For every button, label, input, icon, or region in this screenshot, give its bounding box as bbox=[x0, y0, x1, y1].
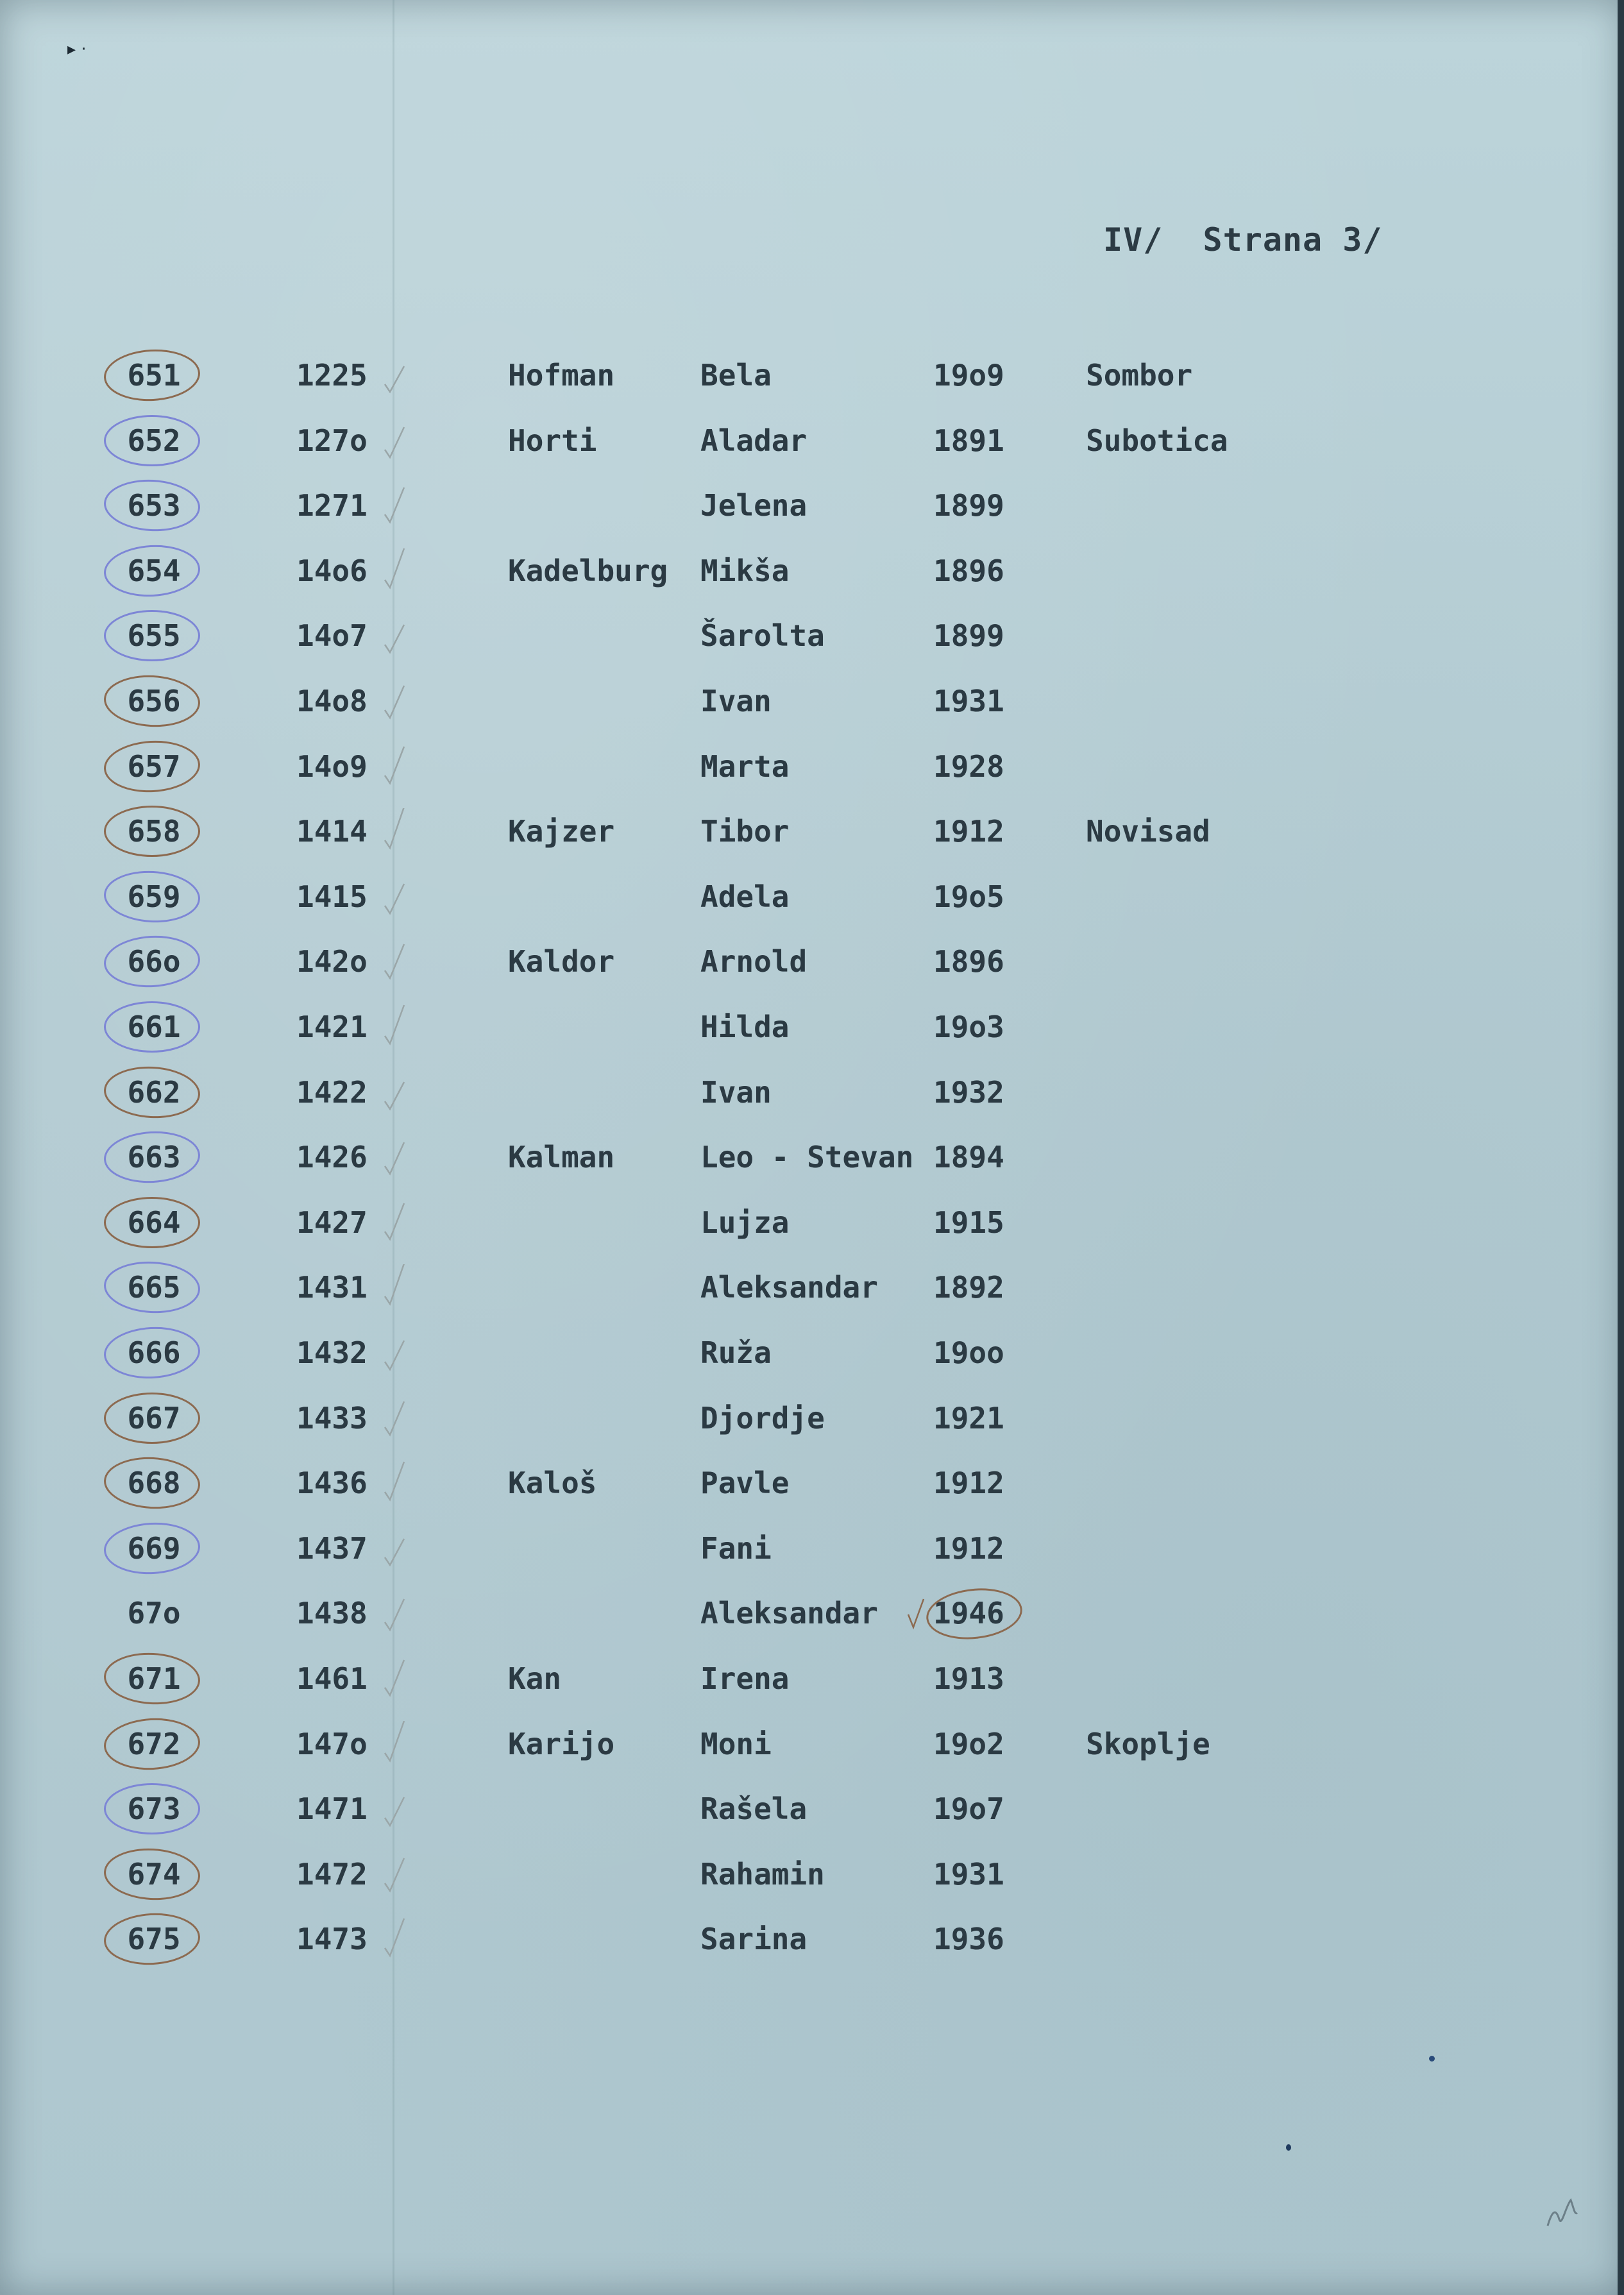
record-birth-year: 1912 bbox=[933, 1531, 1004, 1566]
record-given-name: Leo - Stevan bbox=[700, 1140, 914, 1174]
checkmark-icon bbox=[382, 808, 408, 853]
record-row bbox=[0, 1125, 1624, 1189]
record-birth-year: 1894 bbox=[933, 1140, 1004, 1174]
checkmark-icon bbox=[382, 1395, 408, 1440]
ink-speck bbox=[1286, 2144, 1291, 2151]
checkmark-icon bbox=[382, 482, 408, 527]
record-row bbox=[0, 409, 1624, 473]
record-birth-year: 19oo bbox=[933, 1335, 1004, 1370]
record-birth-year: 1896 bbox=[933, 554, 1004, 588]
record-surname bbox=[508, 604, 700, 668]
record-place bbox=[1086, 734, 1317, 799]
record-place bbox=[1086, 1842, 1317, 1906]
record-birth-year: 1932 bbox=[933, 1075, 1004, 1110]
checkmark-icon bbox=[382, 1525, 408, 1570]
checkmark-icon bbox=[382, 613, 408, 657]
record-index: 662 bbox=[127, 1075, 181, 1110]
checkmark-icon bbox=[382, 1590, 408, 1635]
record-birth-year: 1912 bbox=[933, 1466, 1004, 1500]
record-surname bbox=[508, 995, 700, 1059]
record-number: 1461 bbox=[296, 1661, 368, 1696]
checkmark-icon bbox=[382, 678, 408, 723]
corner-punch-mark: ▸ · bbox=[67, 40, 87, 59]
record-given-name: Ivan bbox=[700, 684, 772, 718]
record-given-name: Lujza bbox=[700, 1205, 790, 1240]
record-place bbox=[1086, 1255, 1317, 1319]
record-number: 14o7 bbox=[296, 618, 368, 653]
checkmark-icon bbox=[382, 1851, 408, 1896]
record-surname: Kadelburg bbox=[508, 554, 668, 588]
record-row bbox=[0, 1712, 1624, 1776]
record-index: 667 bbox=[127, 1401, 181, 1435]
record-birth-year: 1892 bbox=[933, 1270, 1004, 1305]
record-number: 1432 bbox=[296, 1335, 368, 1370]
record-row bbox=[0, 1516, 1624, 1580]
record-given-name: Moni bbox=[700, 1727, 772, 1761]
record-index: 674 bbox=[127, 1857, 181, 1892]
record-given-name: Bela bbox=[700, 358, 772, 393]
record-surname: Karijo bbox=[508, 1727, 615, 1761]
record-surname bbox=[508, 1060, 700, 1124]
record-number: 14o8 bbox=[296, 684, 368, 718]
record-index: 669 bbox=[127, 1531, 181, 1566]
record-surname bbox=[508, 734, 700, 799]
record-birth-year: 1899 bbox=[933, 488, 1004, 523]
record-index: 651 bbox=[127, 358, 181, 393]
record-index: 668 bbox=[127, 1466, 181, 1500]
checkmark-icon bbox=[382, 1721, 408, 1766]
record-place bbox=[1086, 1125, 1317, 1189]
checkmark-icon bbox=[382, 938, 408, 983]
record-surname bbox=[508, 1842, 700, 1906]
checkmark-icon bbox=[382, 874, 408, 919]
record-place bbox=[1086, 1581, 1317, 1645]
record-birth-year: 1891 bbox=[933, 423, 1004, 458]
record-number: 1415 bbox=[296, 879, 368, 914]
record-place bbox=[1086, 929, 1317, 994]
record-surname bbox=[508, 1386, 700, 1450]
record-surname: Horti bbox=[508, 423, 597, 458]
record-number: 1436 bbox=[296, 1466, 368, 1500]
record-given-name: Marta bbox=[700, 749, 790, 784]
record-row bbox=[0, 1255, 1624, 1319]
record-row bbox=[0, 604, 1624, 668]
record-index: 663 bbox=[127, 1140, 181, 1174]
record-number: 147o bbox=[296, 1727, 368, 1761]
record-surname: Kalman bbox=[508, 1140, 615, 1174]
record-given-name: Sarina bbox=[700, 1922, 808, 1956]
record-given-name: Aleksandar bbox=[700, 1596, 878, 1630]
record-number: 1433 bbox=[296, 1401, 368, 1435]
record-given-name: Djordje bbox=[700, 1401, 825, 1435]
record-place bbox=[1086, 1777, 1317, 1841]
record-row bbox=[0, 1907, 1624, 1971]
record-number: 1437 bbox=[296, 1531, 368, 1566]
record-birth-year: 1915 bbox=[933, 1205, 1004, 1240]
record-index: 658 bbox=[127, 814, 181, 849]
record-birth-year: 1921 bbox=[933, 1401, 1004, 1435]
record-place bbox=[1086, 865, 1317, 929]
record-index: 675 bbox=[127, 1922, 181, 1956]
record-number: 142o bbox=[296, 944, 368, 979]
record-number: 1438 bbox=[296, 1596, 368, 1630]
checkmark-icon bbox=[382, 1199, 408, 1244]
record-given-name: Ivan bbox=[700, 1075, 772, 1110]
record-given-name: Aladar bbox=[700, 423, 808, 458]
record-surname: Hofman bbox=[508, 358, 615, 393]
record-surname bbox=[508, 1907, 700, 1971]
record-birth-year: 1931 bbox=[933, 1857, 1004, 1892]
record-given-name: Pavle bbox=[700, 1466, 790, 1500]
checkmark-icon bbox=[382, 1916, 408, 1961]
record-place bbox=[1086, 1907, 1317, 1971]
record-index: 673 bbox=[127, 1791, 181, 1826]
record-surname bbox=[508, 473, 700, 538]
record-row bbox=[0, 1777, 1624, 1841]
record-birth-year: 19o7 bbox=[933, 1791, 1004, 1826]
record-birth-year: 1912 bbox=[933, 814, 1004, 849]
record-row bbox=[0, 1190, 1624, 1255]
record-place: Subotica bbox=[1086, 423, 1228, 458]
page-header: IV/ Strana 3/ bbox=[1103, 221, 1383, 258]
checkmark-icon bbox=[382, 1264, 408, 1309]
record-place: Novisad bbox=[1086, 814, 1210, 849]
record-place bbox=[1086, 1516, 1317, 1580]
record-place bbox=[1086, 1386, 1317, 1450]
checkmark-icon bbox=[382, 1460, 408, 1505]
record-row bbox=[0, 1386, 1624, 1450]
checkmark-icon bbox=[382, 418, 408, 462]
record-index: 666 bbox=[127, 1335, 181, 1370]
checkmark-icon bbox=[382, 548, 408, 593]
record-index: 653 bbox=[127, 488, 181, 523]
record-given-name: Mikša bbox=[700, 554, 790, 588]
record-row bbox=[0, 1842, 1624, 1906]
checkmark-icon bbox=[382, 1069, 408, 1114]
record-surname bbox=[508, 1581, 700, 1645]
record-row bbox=[0, 734, 1624, 799]
record-birth-year: 1896 bbox=[933, 944, 1004, 979]
checkmark-icon bbox=[382, 352, 408, 397]
record-place bbox=[1086, 1647, 1317, 1711]
record-surname bbox=[508, 865, 700, 929]
record-surname: Kajzer bbox=[508, 814, 615, 849]
record-index: 665 bbox=[127, 1270, 181, 1305]
record-index: 661 bbox=[127, 1010, 181, 1044]
record-number: 1225 bbox=[296, 358, 368, 393]
pencil-scribble-icon bbox=[1543, 2187, 1581, 2232]
record-number: 1471 bbox=[296, 1791, 368, 1826]
record-given-name: Šarolta bbox=[700, 618, 825, 653]
record-surname bbox=[508, 1321, 700, 1385]
record-birth-year: 1946 bbox=[933, 1596, 1004, 1630]
record-place: Sombor bbox=[1086, 358, 1193, 393]
checkmark-icon bbox=[382, 1656, 408, 1700]
record-given-name: Rašela bbox=[700, 1791, 808, 1826]
record-place bbox=[1086, 1060, 1317, 1124]
record-number: 127o bbox=[296, 423, 368, 458]
record-index: 659 bbox=[127, 879, 181, 914]
record-given-name: Fani bbox=[700, 1531, 772, 1566]
record-surname bbox=[508, 669, 700, 733]
record-place bbox=[1086, 995, 1317, 1059]
record-surname bbox=[508, 1255, 700, 1319]
record-birth-year: 1928 bbox=[933, 749, 1004, 784]
record-index: 67o bbox=[127, 1596, 181, 1630]
record-given-name: Irena bbox=[700, 1661, 790, 1696]
record-index: 664 bbox=[127, 1205, 181, 1240]
checkmark-icon bbox=[382, 1004, 408, 1049]
record-place bbox=[1086, 539, 1317, 603]
record-number: 14o9 bbox=[296, 749, 368, 784]
record-birth-year: 19o5 bbox=[933, 879, 1004, 914]
record-surname: Kan bbox=[508, 1661, 562, 1696]
record-given-name: Jelena bbox=[700, 488, 808, 523]
record-index: 657 bbox=[127, 749, 181, 784]
record-number: 1271 bbox=[296, 488, 368, 523]
record-row bbox=[0, 1647, 1624, 1711]
record-place bbox=[1086, 1190, 1317, 1255]
record-number: 1427 bbox=[296, 1205, 368, 1240]
record-row bbox=[0, 1581, 1624, 1645]
record-row bbox=[0, 343, 1624, 407]
record-number: 1414 bbox=[296, 814, 368, 849]
ink-speck bbox=[1429, 2056, 1435, 2062]
record-place bbox=[1086, 669, 1317, 733]
checkmark-icon bbox=[382, 1786, 408, 1831]
record-row bbox=[0, 995, 1624, 1059]
record-birth-year: 1899 bbox=[933, 618, 1004, 653]
record-number: 1422 bbox=[296, 1075, 368, 1110]
record-surname: Kaldor bbox=[508, 944, 615, 979]
record-place bbox=[1086, 473, 1317, 538]
record-index: 66o bbox=[127, 944, 181, 979]
record-given-name: Arnold bbox=[700, 944, 808, 979]
record-birth-year: 1936 bbox=[933, 1922, 1004, 1956]
record-surname bbox=[508, 1516, 700, 1580]
record-number: 1472 bbox=[296, 1857, 368, 1892]
checkmark-icon bbox=[382, 1330, 408, 1375]
record-given-name: Hilda bbox=[700, 1010, 790, 1044]
record-index: 655 bbox=[127, 618, 181, 653]
record-given-name: Rahamin bbox=[700, 1857, 825, 1892]
record-index: 672 bbox=[127, 1727, 181, 1761]
record-birth-year: 19o3 bbox=[933, 1010, 1004, 1044]
record-number: 14o6 bbox=[296, 554, 368, 588]
record-row bbox=[0, 1060, 1624, 1124]
record-row bbox=[0, 1321, 1624, 1385]
record-place bbox=[1086, 1451, 1317, 1515]
record-birth-year: 19o2 bbox=[933, 1727, 1004, 1761]
checkmark-icon bbox=[382, 1134, 408, 1179]
record-surname bbox=[508, 1777, 700, 1841]
record-row bbox=[0, 669, 1624, 733]
record-birth-year: 1913 bbox=[933, 1661, 1004, 1696]
record-number: 1421 bbox=[296, 1010, 368, 1044]
record-place bbox=[1086, 1321, 1317, 1385]
year-checkmark-icon bbox=[904, 1595, 927, 1634]
record-birth-year: 19o9 bbox=[933, 358, 1004, 393]
record-number: 1426 bbox=[296, 1140, 368, 1174]
record-row bbox=[0, 799, 1624, 863]
record-index: 656 bbox=[127, 684, 181, 718]
record-given-name: Adela bbox=[700, 879, 790, 914]
record-number: 1431 bbox=[296, 1270, 368, 1305]
record-number: 1473 bbox=[296, 1922, 368, 1956]
record-index: 671 bbox=[127, 1661, 181, 1696]
record-given-name: Aleksandar bbox=[700, 1270, 878, 1305]
checkmark-icon bbox=[382, 743, 408, 788]
record-row bbox=[0, 929, 1624, 994]
record-place: Skoplje bbox=[1086, 1727, 1210, 1761]
record-index: 652 bbox=[127, 423, 181, 458]
record-surname: Kaloš bbox=[508, 1466, 597, 1500]
record-given-name: Tibor bbox=[700, 814, 790, 849]
record-row bbox=[0, 1451, 1624, 1515]
record-row bbox=[0, 539, 1624, 603]
record-index: 654 bbox=[127, 554, 181, 588]
record-row bbox=[0, 865, 1624, 929]
record-row bbox=[0, 473, 1624, 538]
record-surname bbox=[508, 1190, 700, 1255]
record-birth-year: 1931 bbox=[933, 684, 1004, 718]
record-given-name: Ruža bbox=[700, 1335, 772, 1370]
record-place bbox=[1086, 604, 1317, 668]
